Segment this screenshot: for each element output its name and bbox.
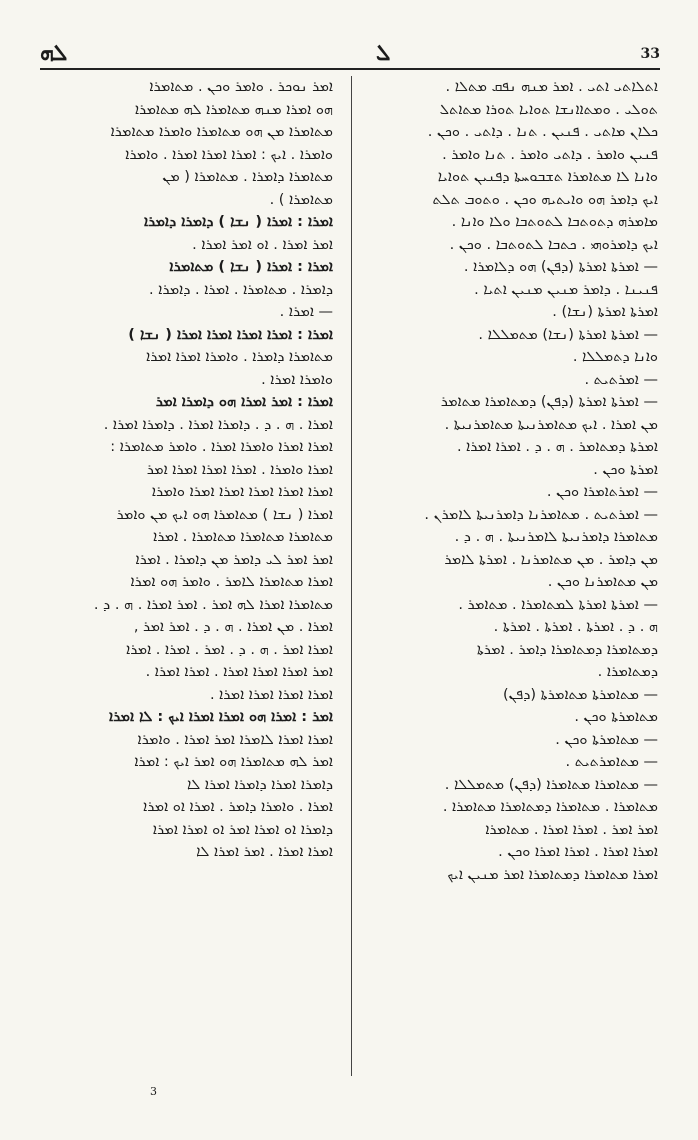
text-line: ܐܡܪ ܐܡܪ ܠܝ ܕܐܡܪ ܡܢ ܕܐܡܪܐ . ܐܡܪܐ [135, 551, 333, 568]
text-line: ܐܡܪܐ : ܐܡܪܐ ( ܢܫܐ ) ܕܐܡܪܐ ܕܐܡܪܐ [143, 214, 333, 230]
page-header [40, 40, 660, 66]
text-line: ܘܐܡܪܐ . ܐܝܟ : ܐܡܪܐ ܐܡܪܐ ܐܡܪܐ . ܘܐܡܪܐ [125, 146, 333, 163]
text-line: ܐܡܪܐ : ܐܡܪܐ ܐܡܪܐ ܐܡܪܐ ܐܡܪܐ ( ܢܫܐ ) [128, 326, 333, 343]
text-line: ܐܡܪܐ ( ܢܫܐ ) ܡܬܐܡܪܐ ܗܘ ܐܝܟ ܡܢ ܘܐܡܪ [116, 506, 333, 523]
text-line: ܐܡܪܐ ܐܡܪܐ ܐܡܪܐ ܐܡܪܐ ܐܡܪܐ ܘܐܡܪܐ [151, 484, 333, 500]
text-line: ܐܡܪܐ . ܘܐܡܪܐ ܕܐܡܪ . ܐܡܪܐ ܐܘ ܐܡܪܐ [143, 799, 333, 815]
text-line: — ܐܡܪܬܐ ܐܡܪܬܐ ܠܡܬܐܡܪܐ . ܡܬܐܡܪ . [458, 596, 658, 613]
text-line: ܕܐܡܪܐ ܐܘ ܐܡܪܐ ܐܡܪ ܐܘ ܐܡܪܐ ܐܡܪܐ [152, 821, 333, 838]
text-line: ܡܢ ܕܐܡܪ . ܡܢ ܡܬܐܡܪܢܐ . ܐܡܪܬܐ ܠܐܡܪ [444, 551, 658, 568]
text-line: ܦܢܝܢܐ . ܕܐܡܪ ܡܢܝܢ ܡܢܝܢ ܐܬܝܐ . [474, 281, 658, 298]
text-line: ܡܐܡܪܗ ܕܬܘܬܒܐ ܠܬܘܬܒܐ ܘܠܐ ܘܐܢܐ . [451, 214, 658, 230]
text-line: ܡܢ ܐܡܪܐ . ܐܝܟ ܡܬܐܡܪܢܝܬܐ ܡܬܐܡܪܢܝܬܐ . [444, 416, 658, 433]
text-line: ܐܡܪܐ ܐܡܪܐ ܐܡܪܐ ܐܡܪܐ . [209, 686, 333, 703]
signature-mark: 3 [150, 1085, 157, 1098]
text-line: — ܡܬܐܡܪܬܐ ܘܟܢ . [555, 731, 658, 748]
text-line: ܐܡܪܐ . ܗ . ܕ . ܕܐܡܪܐ ܐܡܪܐ . ܕܐܡܪܐ ܐܡܪܐ . [103, 416, 333, 433]
text-line: ܡܬܐܡܪܐ ܕܐܡܪܐ . ܘܐܡܪܐ ܐܡܪܐ ܐܡܪܐ [146, 349, 333, 365]
text-line: ܦܢܝܢ ܘܐܡܪ . ܕܐܬܝ ܘܐܡܪ . ܬܢܐ ܘܐܡܪ . [442, 146, 658, 163]
text-line: — ܡܬܐܡܪܬܝܬ . [565, 754, 658, 770]
text-line: ܐܬܠܐܬܝ ܐܬܝ . ܐܡܪ ܡܢܗ ܢܦܩ ܡܬܠܐ . [445, 79, 658, 95]
running-head-left: ܠܗ [40, 40, 68, 66]
header-rule [40, 68, 660, 70]
text-line: ܡܬܐܡܪܐ ܕܐܡܪܢܝܬܐ ܠܐܡܪܢܝܬܐ . ܗ . ܕ . [454, 529, 658, 545]
text-line: ܐܝܟ ܕܐܡܪ ܗܘ ܘܐܝܬܝܗ ܘܟܢ . ܘܬܘܒ ܬܠܬ [432, 191, 658, 208]
text-line: ܐܡܪܬܐ ܐܡܪܬܐ (ܢܫܐ) . [552, 304, 658, 320]
text-line: — ܐܡܪܬܝܬ . ܡܬܐܡܪܢܐ ܕܐܡܪܢܝܬܐ ܠܐܡܪܢ . [424, 506, 658, 523]
text-line: — ܐܡܪܐ . [279, 304, 333, 320]
right-column [365, 76, 658, 1076]
text-line: — ܐܡܪܬܐ ܐܡܪܬܐ (ܕܦܢ) ܕܡܬܐܡܪܐ ܡܬܐܡܪ [440, 394, 658, 410]
text-line: ܗ . ܕ . ܐܡܪܬܐ . ܐܡܪܬܐ . ܐܡܪܬܐ . [493, 619, 658, 635]
text-line: ܐܡܪܐ ܐܡܪܐ . ܐܡܪܐ ܐܡܪܐ ܘܟܢ . [498, 844, 658, 860]
column-divider [351, 76, 352, 1076]
text-line: ܕܐܡܪܐ ܐܡܪܐ ܕܐܡܪܐ ܐܡܪܐ ܠܐ [186, 776, 333, 793]
text-line: ܐܡܪܐ ܐܡܪܐ ܠܐܡܪܐ ܐܡܪ ܐܡܪܐ . ܘܐܡܪܐ [137, 731, 333, 748]
text-line: ܐܡܪܬܐ ܘܟܢ . [593, 461, 658, 478]
text-line: — ܐܡܪܬܝܬ . [584, 371, 658, 388]
text-line: — ܡܬܐܡܪܐ ܡܬܐܡܪܐ (ܕܦܢ) ܡܬܡܠܠܐ . [444, 776, 658, 793]
text-line: ܐܡܪܐ ܐܡܪ . ܗ . ܕ . ܐܡܪ . ܐܡܪܐ . ܐܡܪܐ [126, 641, 333, 658]
text-line: ܐܡܪܐ ܡܬܐܡܪܐ ܠܐܡܪ . ܘܐܡܪ ܗܘ ܐܡܪܐ [130, 574, 333, 590]
text-line: ܐܡܪ ܢܘܟܪ . ܘܐܡܪ ܘܟܢ . ܡܬܐܡܪܐ [149, 79, 333, 95]
text-line: ܗܘ ܐܡܪܐ ܡܢܗ ܡܬܐܡܪܐ ܠܗ ܡܬܐܡܪܐ [134, 101, 333, 118]
text-line: ܐܡܪ ܐܡܪܐ ܐܡܪܐ ܐܡܪܐ . ܐܡܪܐ ܐܡܪܐ . [145, 664, 333, 680]
text-line: ܡܬܐܡܪܬܐ ܘܟܢ . [574, 709, 658, 725]
text-line: ܐܡܪܐ : ܐܡܪ ܐܡܪܐ ܗܘ ܕܐܡܪܐ ܐܡܪ [155, 394, 333, 410]
running-head-letter: ܠ [376, 40, 391, 66]
text-line: ܡܬܐܡܪܐ ܡܢ ܗܘ ܡܬܐܡܪܐ ܘܐܡܪܐ ܡܬܐܡܪܐ [110, 124, 333, 140]
left-column [40, 76, 333, 1076]
text-line: ܡܬܐܡܪܐ ) . [269, 191, 333, 208]
text-line: ܘܐܢܐ ܕܬܡܠܠܐ . [572, 349, 658, 365]
text-line: ܡܬܐܡܪܐ ܕܐܡܪܐ . ܡܬܐܡܪܐ ( ܡܢ [162, 169, 333, 185]
text-line: ܕܐܡܪܐ . ܡܬܐܡܪܐ . ܐܡܪܐ . ܕܐܡܪܐ . [149, 281, 333, 298]
page-number: 33 [640, 46, 660, 62]
text-line: ܐܡܪܬܐ ܕܡܬܐܡܪ . ܗ . ܕ . ܐܡܪܐ ܐܡܪܐ . [456, 439, 658, 455]
text-line: ܘܐܢܐ ܠܐ ܡܬܐܡܪܐ ܬܫܒܘܚܬܐ ܕܦܢܝܢ ܬܘܐܝܐ [437, 169, 658, 185]
text-line: ܐܡܪ ܐܡܪܐ . ܐܘ ܐܡܪ ܐܡܪܐ . [192, 236, 333, 253]
text-line: ܐܡܪ : ܐܡܪܐ ܗܘ ܐܡܪܐ ܐܡܪܐ ܐܝܟ : ܠܐ ܐܡܪܐ [109, 709, 333, 725]
text-line: — ܐܡܪܬܐܡܪܐ ܘܟܢ . [546, 484, 658, 500]
text-line: ܐܡܪܐ ܡܬܐܡܪܐ ܕܡܬܐܡܪܐ ܐܡܪ ܡܢܝܢ ܐܝܟ [447, 866, 658, 883]
text-line: ܐܡܪ ܐܡܪ . ܐܡܪܐ ܐܡܪܐ . ܡܬܐܡܪܐ [485, 821, 658, 838]
text-line: ܐܡܪ ܠܗ ܡܬܐܡܪܐ ܗܘ ܐܡܪ ܐܝܟ : ܐܡܪܐ [134, 754, 333, 770]
text-line: ܡܬܐܡܪܐ . ܡܬܐܡܪܐ ܕܡܬܐܡܪܐ ܡܬܐܡܪܐ . [442, 799, 658, 815]
text-line: ܐܡܪܐ : ܐܡܪܐ ( ܢܫܐ ) ܡܬܐܡܪܐ [169, 259, 333, 275]
text-line: ܐܡܪܐ ܐܡܪܐ ܘܐܡܪܐ ܐܡܪܐ . ܘܐܡܪ ܡܬܐܡܪܐ : [110, 439, 333, 455]
text-line: ܐܝܟ ܕܐܡܪܘܗܝ . ܟܬܒܐ ܠܬܘܬܒܐ . ܘܟܢ . [449, 236, 658, 253]
text-line: ܐܡܪܐ ܐܡܪܐ . ܐܡܪ ܐܡܪܐ ܠܐ [196, 844, 333, 860]
text-line: — ܡܬܐܡܪܬܐ ܡܬܐܡܪܬܐ (ܕܦܢ) [503, 686, 658, 703]
text-line: ܕܡܬܐܡܪܐ ܕܡܬܐܡܪܐ ܕܐܡܪ . ܐܡܪܬܐ [476, 641, 658, 658]
text-line: ܬܘܠܝ . ܘܡܬܐܐܢܫܐ ܬܘܐܝܐ ܬܘܪܐ ܡܬܐܬܠ [439, 101, 658, 118]
text-line: ܘܐܡܪܐ ܐܡܪܐ . [261, 371, 333, 388]
text-line: ܟܠܐܢ ܡܐܬܝ . ܦܢܝܢ . ܬܢܐ . ܕܐܬܝ . ܘܟܢ . [427, 124, 658, 140]
text-line: ܕܡܬܐܡܪܐ . [597, 664, 658, 680]
text-line: — ܐܡܪܬܐ ܐܡܪܬܐ (ܕܦܢ) ܗܘ ܕܠܐܡܪܐ . [463, 259, 658, 275]
text-line: ܡܬܐܡܪܐ ܡܬܐܡܪܐ ܡܬܐܡܪܐ . ܐܡܪܐ [153, 529, 333, 545]
text-line: ܐܡܪܐ ܘܐܡܪܐ . ܐܡܪܐ ܐܡܪܐ ܐܡܪܐ ܐܡܪ [146, 461, 333, 478]
text-line: ܡܬܐܡܪܐ ܐܡܪܐ ܠܗ ܐܡܪ . ܐܡܪ ܐܡܪܐ . ܗ . ܕ . [93, 596, 333, 613]
text-line: ܐܡܪܐ . ܡܢ ܐܡܪܐ . ܗ . ܕ . ܐܡܪ ܐܡܪ , [133, 619, 333, 635]
text-line: ܡܢ ܡܬܐܡܪܢܐ ܘܟܢ . [547, 574, 658, 590]
text-line: — ܐܡܪܬܐ ܐܡܪܬܐ (ܢܫܐ) ܡܬܡܠܠܐ . [478, 326, 658, 343]
